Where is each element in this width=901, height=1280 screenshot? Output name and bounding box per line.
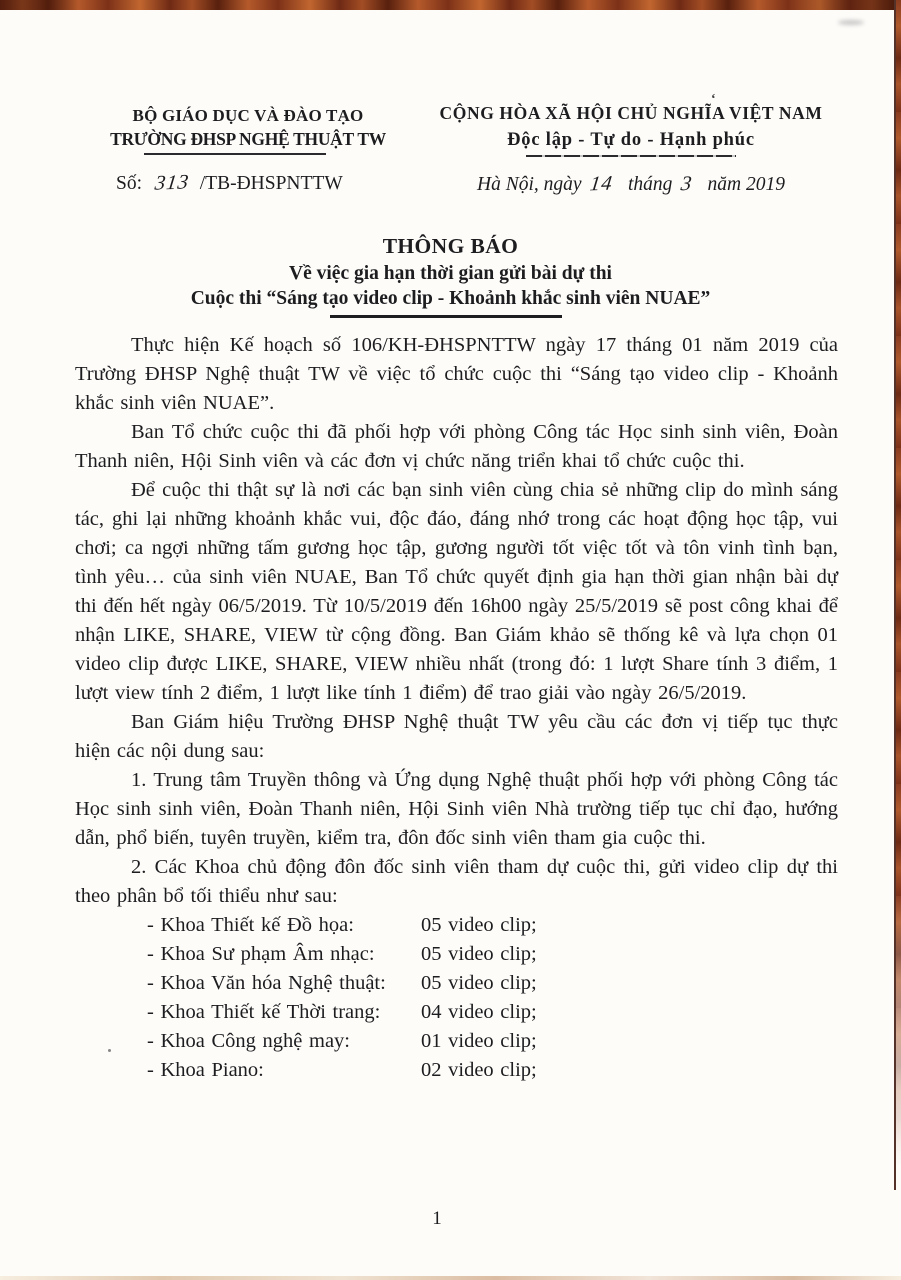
date-place: Hà Nội, ngày: [477, 174, 582, 195]
allocation-label: - Khoa Văn hóa Nghệ thuật:: [147, 972, 386, 994]
scan-smudge: [838, 20, 864, 25]
allocation-row: [75, 911, 838, 940]
allocation-row: [75, 1027, 838, 1056]
allocation-value: 04 video clip;: [421, 1001, 537, 1023]
allocation-row: [75, 998, 838, 1027]
paragraph-1: Thực hiện Kế hoạch số 106/KH-ĐHSPNTTW ngày 17 tháng 01 năm 2019 của Trường ĐHSP Nghệ thuật TW về việc tổ chức cuộc thi “Sáng tạo video clip - Khoảnh khắc sinh viên NUAE”.: [75, 334, 838, 414]
scan-border-right: [894, 0, 901, 1190]
document-title: THÔNG BÁO: [382, 234, 519, 258]
document-subtitle: Về việc gia hạn thời gian gửi bài dự thi: [289, 263, 612, 284]
date-month-label: tháng: [627, 174, 673, 195]
date-day-handwritten: 14: [589, 172, 615, 196]
date-line: [415, 173, 847, 196]
issuing-ministry: BỘ GIÁO DỤC VÀ ĐÀO TẠO: [132, 106, 364, 125]
allocation-label: - Khoa Thiết kế Đồ họa:: [147, 914, 354, 936]
paragraph-2: Ban Tổ chức cuộc thi đã phối hợp với phòng Công tác Học sinh sinh viên, Đoàn Thanh niên, Hội Sinh viên và các đơn vị chức năng triển khai tổ chức cuộc thi.: [75, 421, 838, 472]
scan-border-top: [0, 0, 901, 10]
document-number-handwritten: 313: [153, 171, 191, 195]
paragraph-5-item-1: 1. Trung tâm Truyền thông và Ứng dụng Nghệ thuật phối hợp với phòng Công tác Học sinh sinh viên, Đoàn Thanh niên, Hội Sinh viên Nhà trường tiếp tục chỉ đạo, hướng dẫn, phổ biến, tuyên truyền, kiểm tra, đôn đốc sinh viên tham gia cuộc thi.: [75, 769, 838, 849]
allocation-value: 02 video clip;: [421, 1059, 537, 1081]
scan-border-bottom: [0, 1276, 901, 1280]
allocation-list: [75, 911, 838, 1085]
national-motto-line2: Độc lập - Tự do - Hạnh phúc: [507, 130, 755, 150]
allocation-label: - Khoa Sư phạm Âm nhạc:: [147, 943, 375, 965]
date-year: năm 2019: [707, 174, 785, 195]
header-left: [92, 106, 404, 195]
allocation-value: 05 video clip;: [421, 943, 537, 965]
page-number: 1: [432, 1208, 442, 1229]
allocation-label: - Khoa Thiết kế Thời trang:: [147, 1001, 381, 1023]
issuing-school: TRƯỜNG ĐHSP NGHỆ THUẬT TW: [110, 129, 386, 149]
contest-name: Cuộc thi “Sáng tạo video clip - Khoảnh khắc sinh viên NUAE”: [190, 288, 711, 309]
allocation-label: - Khoa Công nghệ may:: [147, 1030, 350, 1052]
allocation-row: [75, 969, 838, 998]
document-number: [92, 172, 404, 195]
document-body: [75, 331, 838, 1085]
date-month-handwritten: 3: [679, 172, 695, 196]
header-right: [415, 103, 847, 196]
allocation-row: [75, 940, 838, 969]
title-block: [0, 234, 901, 318]
allocation-row: [75, 1056, 838, 1085]
national-motto-line1: CỘNG HÒA XÃ HỘI CHỦ NGHĨA VIỆT NAM: [439, 103, 823, 123]
motto-underline: [526, 155, 736, 157]
paragraph-4: Ban Giám hiệu Trường ĐHSP Nghệ thuật TW yêu cầu các đơn vị tiếp tục thực hiện các nội dung sau:: [75, 711, 838, 762]
school-underline: [144, 153, 326, 155]
allocation-value: 05 video clip;: [421, 972, 537, 994]
allocation-value: 05 video clip;: [421, 914, 537, 936]
scan-apostrophe-mark: ʻ: [711, 92, 716, 107]
document-number-suffix: /TB-ĐHSPNTTW: [199, 173, 343, 194]
title-rule: [330, 315, 562, 318]
paragraph-3: Để cuộc thi thật sự là nơi các bạn sinh viên cùng chia sẻ những clip do mình sáng tác, ghi lại những khoảnh khắc vui, độc đáo, đáng nhớ trong các hoạt động học tập, vui chơi; ca ngợi những tấm gương học tập, gương người tốt việc tốt và tôn vinh tình bạn, tình yêu… của sinh viên NUAE, Ban Tổ chức quyết định gia hạn thời gian nhận bài dự thi đến hết ngày 06/5/2019. Từ 10/5/2019 đến 16h00 ngày 25/5/2019 sẽ post công khai để nhận LIKE, SHARE, VIEW từ cộng đồng. Ban Giám khảo sẽ thống kê và lựa chọn 01 video clip được LIKE, SHARE, VIEW nhiều nhất (trong đó: 1 lượt Share tính 3 điểm, 1 lượt view tính 2 điểm, 1 lượt like tính 1 điểm) để trao giải vào ngày 26/5/2019.: [75, 479, 838, 704]
paragraph-6-item-2: 2. Các Khoa chủ động đôn đốc sinh viên tham dự cuộc thi, gửi video clip dự thi theo phân bổ tối thiểu như sau:: [75, 856, 838, 907]
document-number-label: Số:: [116, 173, 143, 194]
allocation-label: - Khoa Piano:: [147, 1059, 264, 1081]
allocation-value: 01 video clip;: [421, 1030, 537, 1052]
